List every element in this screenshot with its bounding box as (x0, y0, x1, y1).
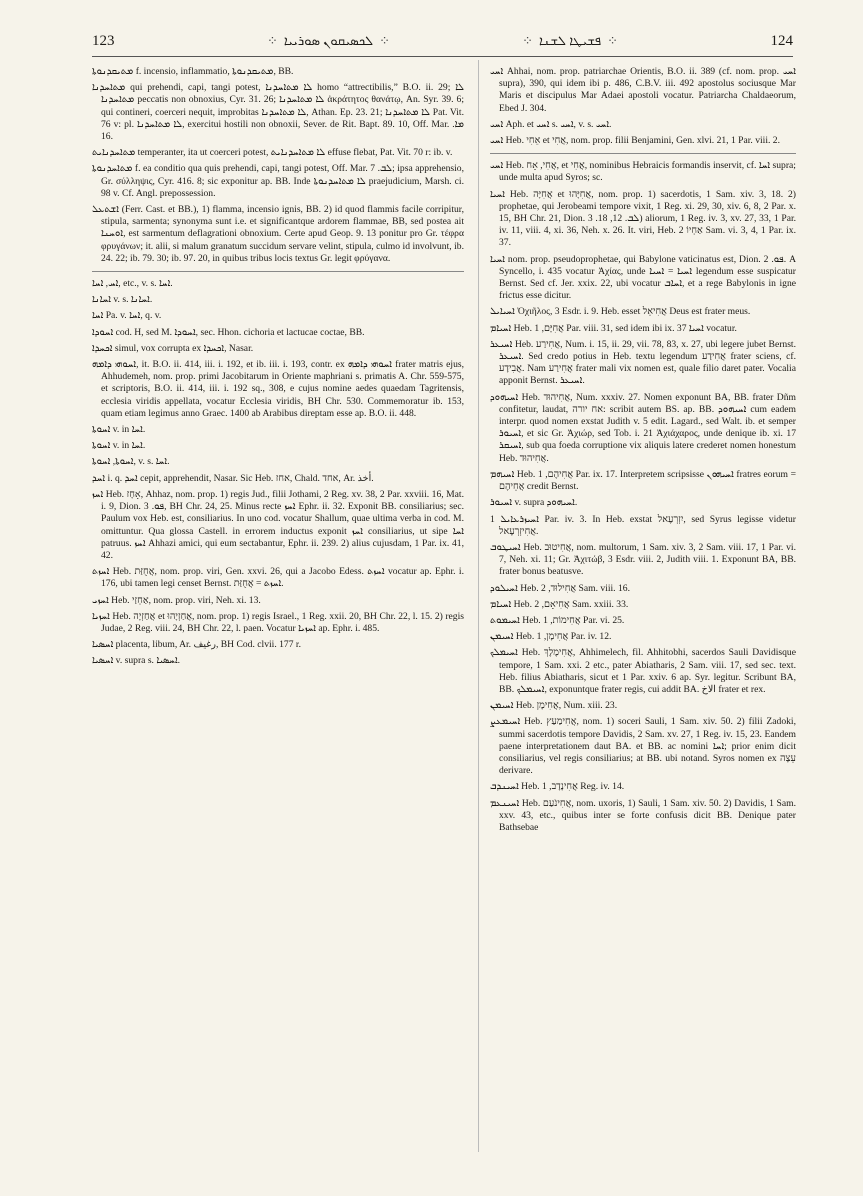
dictionary-entry: ܡܬܐܚܕܢܘܬܐ f. ea conditio qua quis prehendi, capi, tangi potest, Off. Mar. ܠܒ. 7; ipsa apprehensio, Gr. σύλληψις, Cyr. 416. 8; sic exponitur ap. BB. Inde ܠܐ ܡܬܐܚܕܢܘܬܐ praejudicium, Marsh. ci. 98 v. Cf. Angl. prepossession. (92, 163, 464, 199)
section-rule (490, 153, 796, 154)
dictionary-entry: ܐܚܝ Ahhai, nom. prop. patriarchae Orientis, B.O. ii. 389 (cf. nom. prop. ܐܚܝ supra), 390, qui idem ibi p. 486, C.B.V. iii. 492 apostolus sociusque Mar Maris et discipulus Mar Adaei apostoli vocatur. Patriarcha Chaldaeorum, Ebed J. 304. (490, 66, 796, 114)
running-header (92, 30, 793, 52)
dictionary-entry: ܐܚܝ Heb. אֲחִי, אָח, et אֲחִי, nominibus Hebraicis formandis inservit, cf. ܐܚܐ supra; unde multa apud Syros; sc. (490, 160, 796, 184)
dictionary-entry: ܐܚܘܗܝ ܕܐܡܗ, it. B.O. ii. 414, iii. i. 192, et ib. iii. i. 193, contr. ex ܐܚܘܗܝ ܕܐܡܗ frater matris ejus, Ahhudemeh, nom. prop. primi Jacobitarum in Oriente maphriani s. primatis A. Chr. 559-575, et scriptoris, B.O. ii. 414, iii. i. 192 sq., 308, e cujus nomine aedes quaedam Tagritensis, ecclesia viridis appellata, vocatur Ecclesia viridis, BH Chr. 530. Commemoratur ib. 153, quam etiam legimus anno Graec. 1400 ab Arabibus direptam esse ap. B.O. ii. 448. (92, 359, 464, 419)
dictionary-entry: ܐܚܝܐܡ Heb. אֲחִיָּם, 1 Par. viii. 31, sed idem ibi ix. 37 ܐܚܝܐ vocatur. (490, 322, 737, 334)
dictionary-entry: ܐܚܝܡܢ Heb. אֲחִימָן, 1 Par. iv. 12. (490, 631, 612, 643)
dictionary-entry: ܐܚܝܐܝܠ Ὀχιῆλος, 3 Esdr. i. 9. Heb. esset אֲחִיאֵל Deus est frater meus. (490, 306, 751, 318)
dictionary-entry: ܐܚܘܬܐ v. in ܐܚܐ. (92, 424, 146, 436)
dictionary-entry: ܐܚܝܡܘܬ Heb. אֲחִימוֹת, 1 Par. vi. 25. (490, 614, 625, 626)
dictionary-entry: ܐܚܝܐ Heb. אֲחִיָּה et אֲחִיָּהוּ, nom. prop. 1) sacerdotis, 1 Sam. xiv. 3, 18. 2) prophetae, qui Jerobeami tempore vixit, 1 Reg. xi. 29, 30, xiv. 6, 8, 2 Par. x. 15, BH Chr. 21, Dion. ܠܒ. 12, 18. 3) aliorum, 1 Reg. iv. 3, xv. 27, 33, 1 Par. iv. 11, viii. 4, xi. 36, Neh. x. 26. It. viri, Heb. אַחְיוֹ 2 Sam. vi. 3, 4, 1 Par. ix. 37. (490, 188, 796, 249)
dictionary-entry: ܐܚܝܐܡ Heb. אֲחִיאָם, 2 Sam. xxiii. 33. (490, 598, 629, 610)
dictionary-entry: ܐܚ, ܐܚܐ, etc., v. s. ܐܚܐ. (92, 278, 173, 290)
dictionary-entry: ܐܚܙܝ Heb. אַחְזַי, nom. prop. viri, Neh. xi. 13. (92, 594, 261, 606)
dictionary-entry: ܐܚܝܐ nom. prop. pseudoprophetae, qui Babylone vaticinatus est, Dion. ܦܘ. 2. A Syncello, i. 435 vocatur Ἀχίας, unde ܐܚܝܐ = ܐܚܝܐ legendum esse suspicatur Bernst. Sed cf. Jer. xxix. 22, ubi vocatur ܐܚܐܒ, et a rege Babylonis in igne frictus esse dicitur. (490, 253, 796, 302)
dictionary-entry: ܐܫܬܥܠ (Ferr. Cast. et BB.), 1) flamma, incensio ignis, BB. 2) id quod flammis facile corripitur, stipula, sarmenta; synonyma sunt i.e. et significantque ardorem flammae, BB, sed postea ait ܐܘܚܢܐ, est sarmentum deflagrationi obnoxium. Certe apud Geop. 9. 13 ponitur pro Gr. τέφρα φρυγάνων; it. alii, si malum granatum succidum servare velint, stipula, culmo id involvunt, ib. 24. 22; ib. 79. 30; ib. 97. 20, in quibus tribus locis textus Gr. legit φρύγανα. (92, 204, 464, 264)
dictionary-entry: ܐܚܣܝܐ v. supra s. ܐܚܣܝܐ. (92, 655, 181, 667)
left-column (92, 66, 464, 1156)
dictionary-entry: ܐܚܝ Heb. אֵחִי et אֲחִי, nom. prop. filii Benjamini, Gen. xlvi. 21, 1 Par. viii. 2. (490, 135, 780, 147)
dictionary-entry: ܐܚܘܬܐ v. in ܐܚܐ. (92, 440, 146, 452)
column-divider (478, 60, 479, 1152)
header-gap (396, 33, 516, 49)
header-title-center (115, 33, 771, 49)
dictionary-entry: ܐܚܝܙܪܥܐܝܠ 1 Par. iv. 3. In Heb. exstat יִזְרְעֶאל, sed Syrus legisse videtur אֲחִיזְרְעֶאל. (490, 513, 796, 537)
dictionary-entry: ܐܚܝܢܕܒ Heb. אֲחִינָדָב, 1 Reg. iv. 14. (490, 781, 625, 793)
dictionary-entry: ܡܬܐܚܕܢܐܝܬ temperanter, ita ut coerceri potest, ܠܐ ܡܬܐܚܕܢܐܝܬ effuse flebat, Pat. Vit. 70 r: ib. v. (92, 147, 453, 159)
dictionary-entry: ܡܬܝܩܕܢܘܬܐ f. incensio, inflammatio, ܡܬܝܩܕܢܘܬܐ, BB. (92, 66, 294, 77)
dictionary-entry: ܐܟܚܕܐ simul, vox corrupta ex ܐܟܚܕܐ, Nasar. (92, 342, 254, 354)
header-ornament: ⁘ (522, 33, 533, 48)
dictionary-entry: ܐܚܝܡܠܟ Heb. אֲחִימֶלֶךְ, Ahhimelech, fil. Ahhitobhi, sacerdos Sauli Davidisque tempore, 1 Sam. xxi. 2 etc., pater Abiatharis, 2 Sam. viii. 17, sed sec. text. Heb. filius Abiatharis, sicut et 1 Par. xxiv. 6 ap. Syr. legitur. Scribunt BA, BB. ܐܚܝܡܠܟ, exponuntque frater regis, cui addit BA. الاخ frater et rex. (490, 647, 796, 695)
dictionary-entry: ܐܚܝܛܘܒ Heb. אֲחִיטוּב, nom. multorum, 1 Sam. xiv. 3, 2 Sam. viii. 17, 1 Par. vi. 7, Neh. xi. 11; Gr. Ἀχιτώβ, 3 Esdr. viii. 2, Judith viii. 1. Exponunt BA, BB. frater bonus beatusve. (490, 541, 796, 578)
section-rule (92, 271, 464, 272)
dictionary-entry: ܐܚܝܡܢ Heb. אֲחִימָן, Num. xiii. 23. (490, 700, 618, 712)
header-ornament: ⁘ (607, 33, 619, 48)
header-title-left: ܠܟܣܝܩܘܢ ܣܘܪܝܝܐ (283, 33, 374, 48)
dictionary-entry: ܐܚܝܘܪ v. supra ܐܚܝܗܘܕ. (490, 497, 578, 509)
dictionary-entry: ܐܚܣܝܐ placenta, libum, Ar. رغيف, BH Cod. clvii. 177 r. (92, 639, 301, 651)
dictionary-entry: ܐܚܙܝܐ Heb. אֲחַזְיָה et אֲחַזְיָהוּ, nom. prop. 1) regis Israel., 1 Reg. xxii. 20, BH Chr. 22, l. 15. 2) regis Judae, 2 Reg. viii. 24, BH Chr. 22, l. paen. Vocatur ܐܚܙܝܐ ap. Ephr. i. 485. (92, 610, 464, 634)
dictionary-entry: ܐܚܝܥܪ Heb. אֲחִירַע, Num. i. 15, ii. 29, vii. 78, 83, x. 27, ubi legere jubet Bernst. ܐܚܝܥܪ. Sed credo potius in Heb. textu legendum אֲחִידַע frater sciens, cf. אֲבִידָע. Nam אֲחִירַע frater mali vix nomen est, quale filio daret pater. Vocalia apponit Bernst. ܐܚܝܥܪ. (490, 338, 796, 387)
dictionary-entry: ܐܚܝܠܘܕ Heb. אֲחִילוּד, 2 Sam. viii. 16. (490, 582, 630, 594)
header-title-right: ܦܫܝܛܐ ܠܫܢܐ (538, 33, 602, 48)
dictionary-entry: ܐܚܐܢܐ v. s. ܐܚܐܢܐ. (92, 294, 153, 306)
dictionary-entry: ܐܚܝܗܡ Heb. אֲחִיהֶם, 1 Par. ix. 17. Interpretem scripsisse ܐܚܝܗܘܢ fratres eorum = אֲחֵיהֶם credit Bernst. (490, 468, 796, 493)
header-ornament: ⁘ (379, 33, 391, 48)
dictionary-entry: ܐܚܙ Heb. אָחָז, Ahhaz, nom. prop. 1) regis Jud., filii Jothami, 2 Reg. xv. 38, 2 Par. xxviii. 16, Mat. i. 9, Dion. ܦܘ. 3, BH Chr. 24, 25. Minus recte ܐܚܙ Ephr. ii. 32. Exponit BB. consiliarius; sec. Paulum vox Heb. est, consiliarius. In uno cod. vocatur Shallum, quae ultima verba in cod. M. omittuntur. Qua glossa Castell. in errorem inductus exponit ܐܚܙ consiliarius, ut sipe ܐܚܐ patruus. ܐܚܙ Ahhazi amici, qui eum sectabantur, Ephr. ii. 239. 2) alius cujusdam, 1 Par. ix. 41, 42. (92, 488, 464, 561)
dictionary-entry: ܐܚܝ Aph. et ܐܚܝ s. ܐܚܝ, v. s. ܐܚܝ. (490, 118, 612, 130)
dictionary-entry: ܡܬܐܚܕܢܐ qui prehendi, capi, tangi potest, ܠܐ ܡܬܐܚܕܢܐ homo “attrectibilis,” B.O. ii. 29; ܠܐ ܡܬܐܚܕܢܐ peccatis non obnoxius, Cyr. 31. 26; ܠܐ ܡܬܐܚܕܢܐ ἀκράτητος θανάτῳ, An. Syr. 39. 6; qui contineri, coerceri nequit, improbitas ܠܐ ܡܬܐܚܕܢܐ, Athan. Ep. 23. 21; ܠܐ ܡܬܐܚܕܢܐ Pat. Vit. 76 v: pl. ܠܐ ܡܬܐܚܕܢܐ, exercitui hostili non obnoxii, Sever. de Rit. Bapt. 89. 10, Off. Mar. ܡܐ. 16. (92, 82, 464, 143)
dictionary-entry: ܐܚܝܢܥܡ Heb. אֲחִינֹעַם, nom. uxoris, 1) Sauli, 1 Sam. xiv. 50. 2) Davidis, 1 Sam. xxv. 43, etc., quibus inter se forte confusis dicit BB. Denique pater Bathsebae (490, 797, 796, 833)
page-number-right: 124 (770, 32, 793, 49)
header-ornament: ⁘ (266, 33, 278, 48)
dictionary-entry: ܐܚܘܕܐ cod. H, sed M. ܐܚܘܕܐ, sec. Hhon. cichoria et lactucae coctae, BB. (92, 326, 365, 338)
dictionary-entry: ܐܚܘܬܐ, ܐܚܘܬܐ, v. s. ܐܚܐ. (92, 456, 170, 468)
dictionary-entry: ܐܚܙܬ Heb. אֲחֻזַּת, nom. prop. viri, Gen. xxvi. 26, qui a Jacobo Edess. ܐܚܙܬ vocatur ap. Ephr. i. 176, ubi tamen legi censet Bernst. ܐܚܙܬ = אֲחֻזַּת. (92, 566, 464, 590)
page-number-left: 123 (92, 32, 115, 49)
dictionary-entry: ܐܚܝܗܘܕ Heb. אֲחִיהוּד, Num. xxxiv. 27. Nomen exponunt BA, BB. frater Dñm confitetur, laudat, אח יורה: scribit autem BS. ap. BB. ܐܚܝܗܘܕ cum eadem interpr. quod nomen exstat Judith v. 5 edit. Lagard., sed Walt. ib. et semper ܐܚܝܘܪ, et sic Gr. Ἀχιώρ, sed Tob. i. 21 Ἀχιάχαρος, unde denique ib. xi. 17 ܐܚܝܩܪ, sub qua foeda corruptione vix aliquis latere crederet nomen honestum Heb. אֲחִיהוּד. (490, 391, 796, 464)
right-column (490, 66, 796, 1156)
dictionary-entry: ܐܚܝܡܥܨ Heb. אֲחִימַעַץ, nom. 1) soceri Sauli, 1 Sam. xiv. 50. 2) filii Zadoki, summi sacerdotis tempore Davidis, 2 Sam. xv. 27, 1 Reg. iv. 15, 23. Eandem paene interpretationem daut BA. et BB. ac nomini ܐܚܐ; prior enim dicit consiliarius, vel regis consiliarius; at BB. ubi notand. Syros nomen ex עֵצָה derivare. (490, 716, 796, 777)
dictionary-entry: ܐܚܕ i. q. ܐܚܕ cepit, apprehendit, Nasar. Sic Heb. אחז, Chald. אחד, Ar. أخذ. (92, 472, 374, 484)
dictionary-entry: ܐܚܐ Pa. v. ܐܚܐ, q. v. (92, 310, 162, 322)
header-rule (92, 56, 793, 57)
